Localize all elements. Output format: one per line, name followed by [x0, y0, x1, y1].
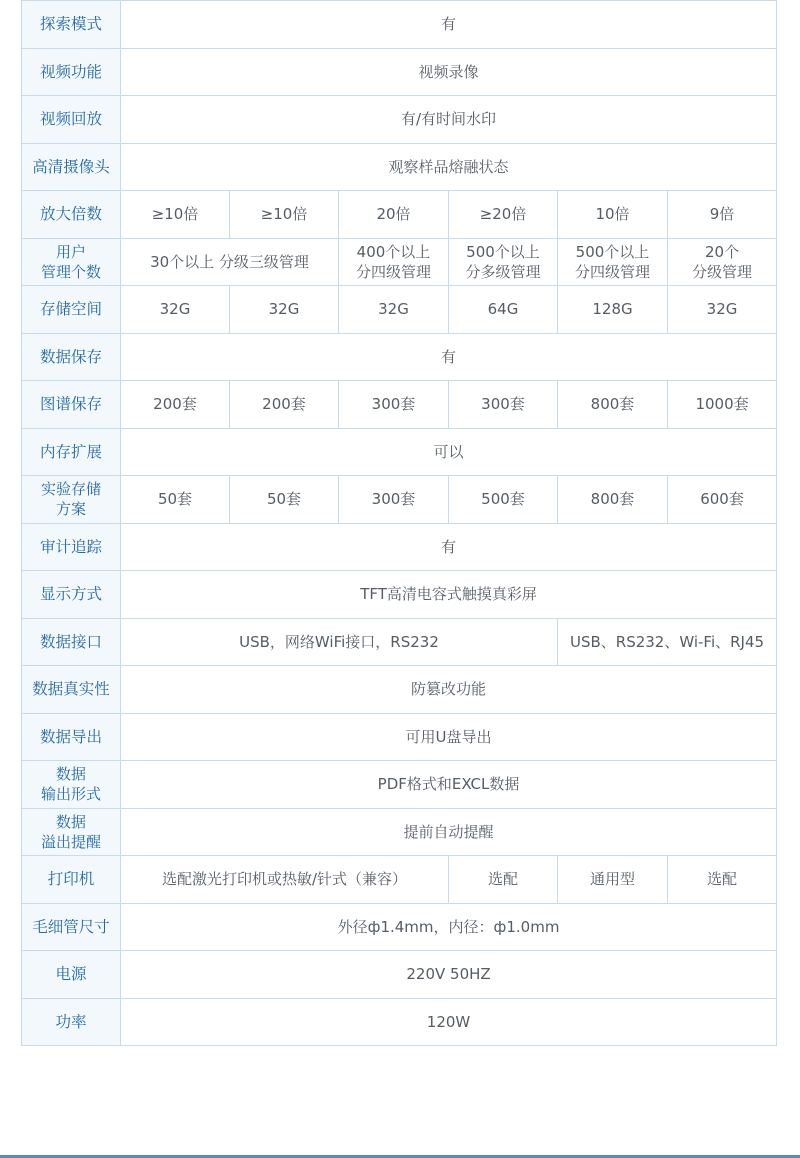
spec-label: 电源: [22, 951, 121, 999]
spec-label: 毛细管尺寸: [22, 903, 121, 951]
spec-value: 120W: [121, 998, 777, 1046]
spec-label: 打印机: [22, 856, 121, 904]
spec-label: 数据接口: [22, 618, 121, 666]
spec-label: 实验存储 方案: [22, 476, 121, 524]
spec-value: 外径ф1.4mm，内径：ф1.0mm: [121, 903, 777, 951]
spec-row: [22, 998, 777, 1046]
spec-value: 200套: [230, 381, 339, 429]
spec-label: 数据保存: [22, 333, 121, 381]
spec-value: 选配: [449, 856, 558, 904]
spec-label: 显示方式: [22, 571, 121, 619]
spec-value: USB、RS232、Wi-Fi、RJ45: [558, 618, 777, 666]
spec-value: 300套: [339, 381, 449, 429]
spec-value: ≥10倍: [230, 191, 339, 239]
spec-value: 有: [121, 1, 777, 49]
spec-value: 有: [121, 333, 777, 381]
spec-row: [22, 286, 777, 334]
spec-value: 500套: [449, 476, 558, 524]
spec-label: 内存扩展: [22, 428, 121, 476]
spec-value: 300套: [339, 476, 449, 524]
spec-row: [22, 238, 777, 286]
spec-value: 可用U盘导出: [121, 713, 777, 761]
spec-value: 可以: [121, 428, 777, 476]
spec-label: 数据 输出形式: [22, 761, 121, 809]
spec-value: 选配: [668, 856, 777, 904]
spec-label: 放大倍数: [22, 191, 121, 239]
spec-value: TFT高清电容式触摸真彩屏: [121, 571, 777, 619]
spec-value: PDF格式和EXCL数据: [121, 761, 777, 809]
spec-value: 选配激光打印机或热敏/针式（兼容）: [121, 856, 449, 904]
spec-table: [21, 0, 777, 1046]
spec-value: 220V 50HZ: [121, 951, 777, 999]
spec-value: 128G: [558, 286, 668, 334]
spec-value: 通用型: [558, 856, 668, 904]
spec-label: 存储空间: [22, 286, 121, 334]
spec-row: [22, 951, 777, 999]
spec-value: 30个以上 分级三级管理: [121, 238, 339, 286]
spec-value: 500个以上 分四级管理: [558, 238, 668, 286]
spec-value: 800套: [558, 476, 668, 524]
spec-row: [22, 618, 777, 666]
spec-value: 50套: [230, 476, 339, 524]
spec-label: 高清摄像头: [22, 143, 121, 191]
spec-label: 功率: [22, 998, 121, 1046]
spec-row: [22, 476, 777, 524]
spec-row: [22, 808, 777, 856]
spec-label: 审计追踪: [22, 523, 121, 571]
spec-value: 10倍: [558, 191, 668, 239]
spec-label: 探索模式: [22, 1, 121, 49]
spec-table-body: [22, 1, 777, 1046]
spec-label: 图谱保存: [22, 381, 121, 429]
spec-row: [22, 713, 777, 761]
spec-value: 32G: [121, 286, 230, 334]
spec-value: 64G: [449, 286, 558, 334]
spec-row: [22, 571, 777, 619]
spec-value: 32G: [339, 286, 449, 334]
spec-value: 32G: [668, 286, 777, 334]
spec-value: 20个 分级管理: [668, 238, 777, 286]
spec-label: 数据真实性: [22, 666, 121, 714]
spec-value: 32G: [230, 286, 339, 334]
spec-value: 视频录像: [121, 48, 777, 96]
spec-row: [22, 523, 777, 571]
spec-value: ≥20倍: [449, 191, 558, 239]
spec-value: 300套: [449, 381, 558, 429]
spec-row: [22, 191, 777, 239]
spec-value: ≥10倍: [121, 191, 230, 239]
spec-row: [22, 428, 777, 476]
spec-value: 800套: [558, 381, 668, 429]
spec-row: [22, 333, 777, 381]
spec-value: 500个以上 分多级管理: [449, 238, 558, 286]
spec-value: 防篡改功能: [121, 666, 777, 714]
spec-label: 数据 溢出提醒: [22, 808, 121, 856]
spec-row: [22, 381, 777, 429]
spec-value: 20倍: [339, 191, 449, 239]
spec-value: 观察样品熔融状态: [121, 143, 777, 191]
spec-value: 有/有时间水印: [121, 96, 777, 144]
spec-row: [22, 143, 777, 191]
spec-value: 400个以上 分四级管理: [339, 238, 449, 286]
spec-value: 200套: [121, 381, 230, 429]
spec-label: 视频功能: [22, 48, 121, 96]
spec-value: 9倍: [668, 191, 777, 239]
spec-row: [22, 666, 777, 714]
spec-value: 有: [121, 523, 777, 571]
spec-row: [22, 1, 777, 49]
spec-row: [22, 761, 777, 809]
spec-label: 用户 管理个数: [22, 238, 121, 286]
spec-row: [22, 903, 777, 951]
spec-value: USB，网络WiFi接口，RS232: [121, 618, 558, 666]
spec-row: [22, 48, 777, 96]
spec-value: 1000套: [668, 381, 777, 429]
spec-value: 提前自动提醒: [121, 808, 777, 856]
spec-value: 50套: [121, 476, 230, 524]
spec-row: [22, 96, 777, 144]
spec-label: 数据导出: [22, 713, 121, 761]
spec-label: 视频回放: [22, 96, 121, 144]
spec-value: 600套: [668, 476, 777, 524]
spec-row: [22, 856, 777, 904]
